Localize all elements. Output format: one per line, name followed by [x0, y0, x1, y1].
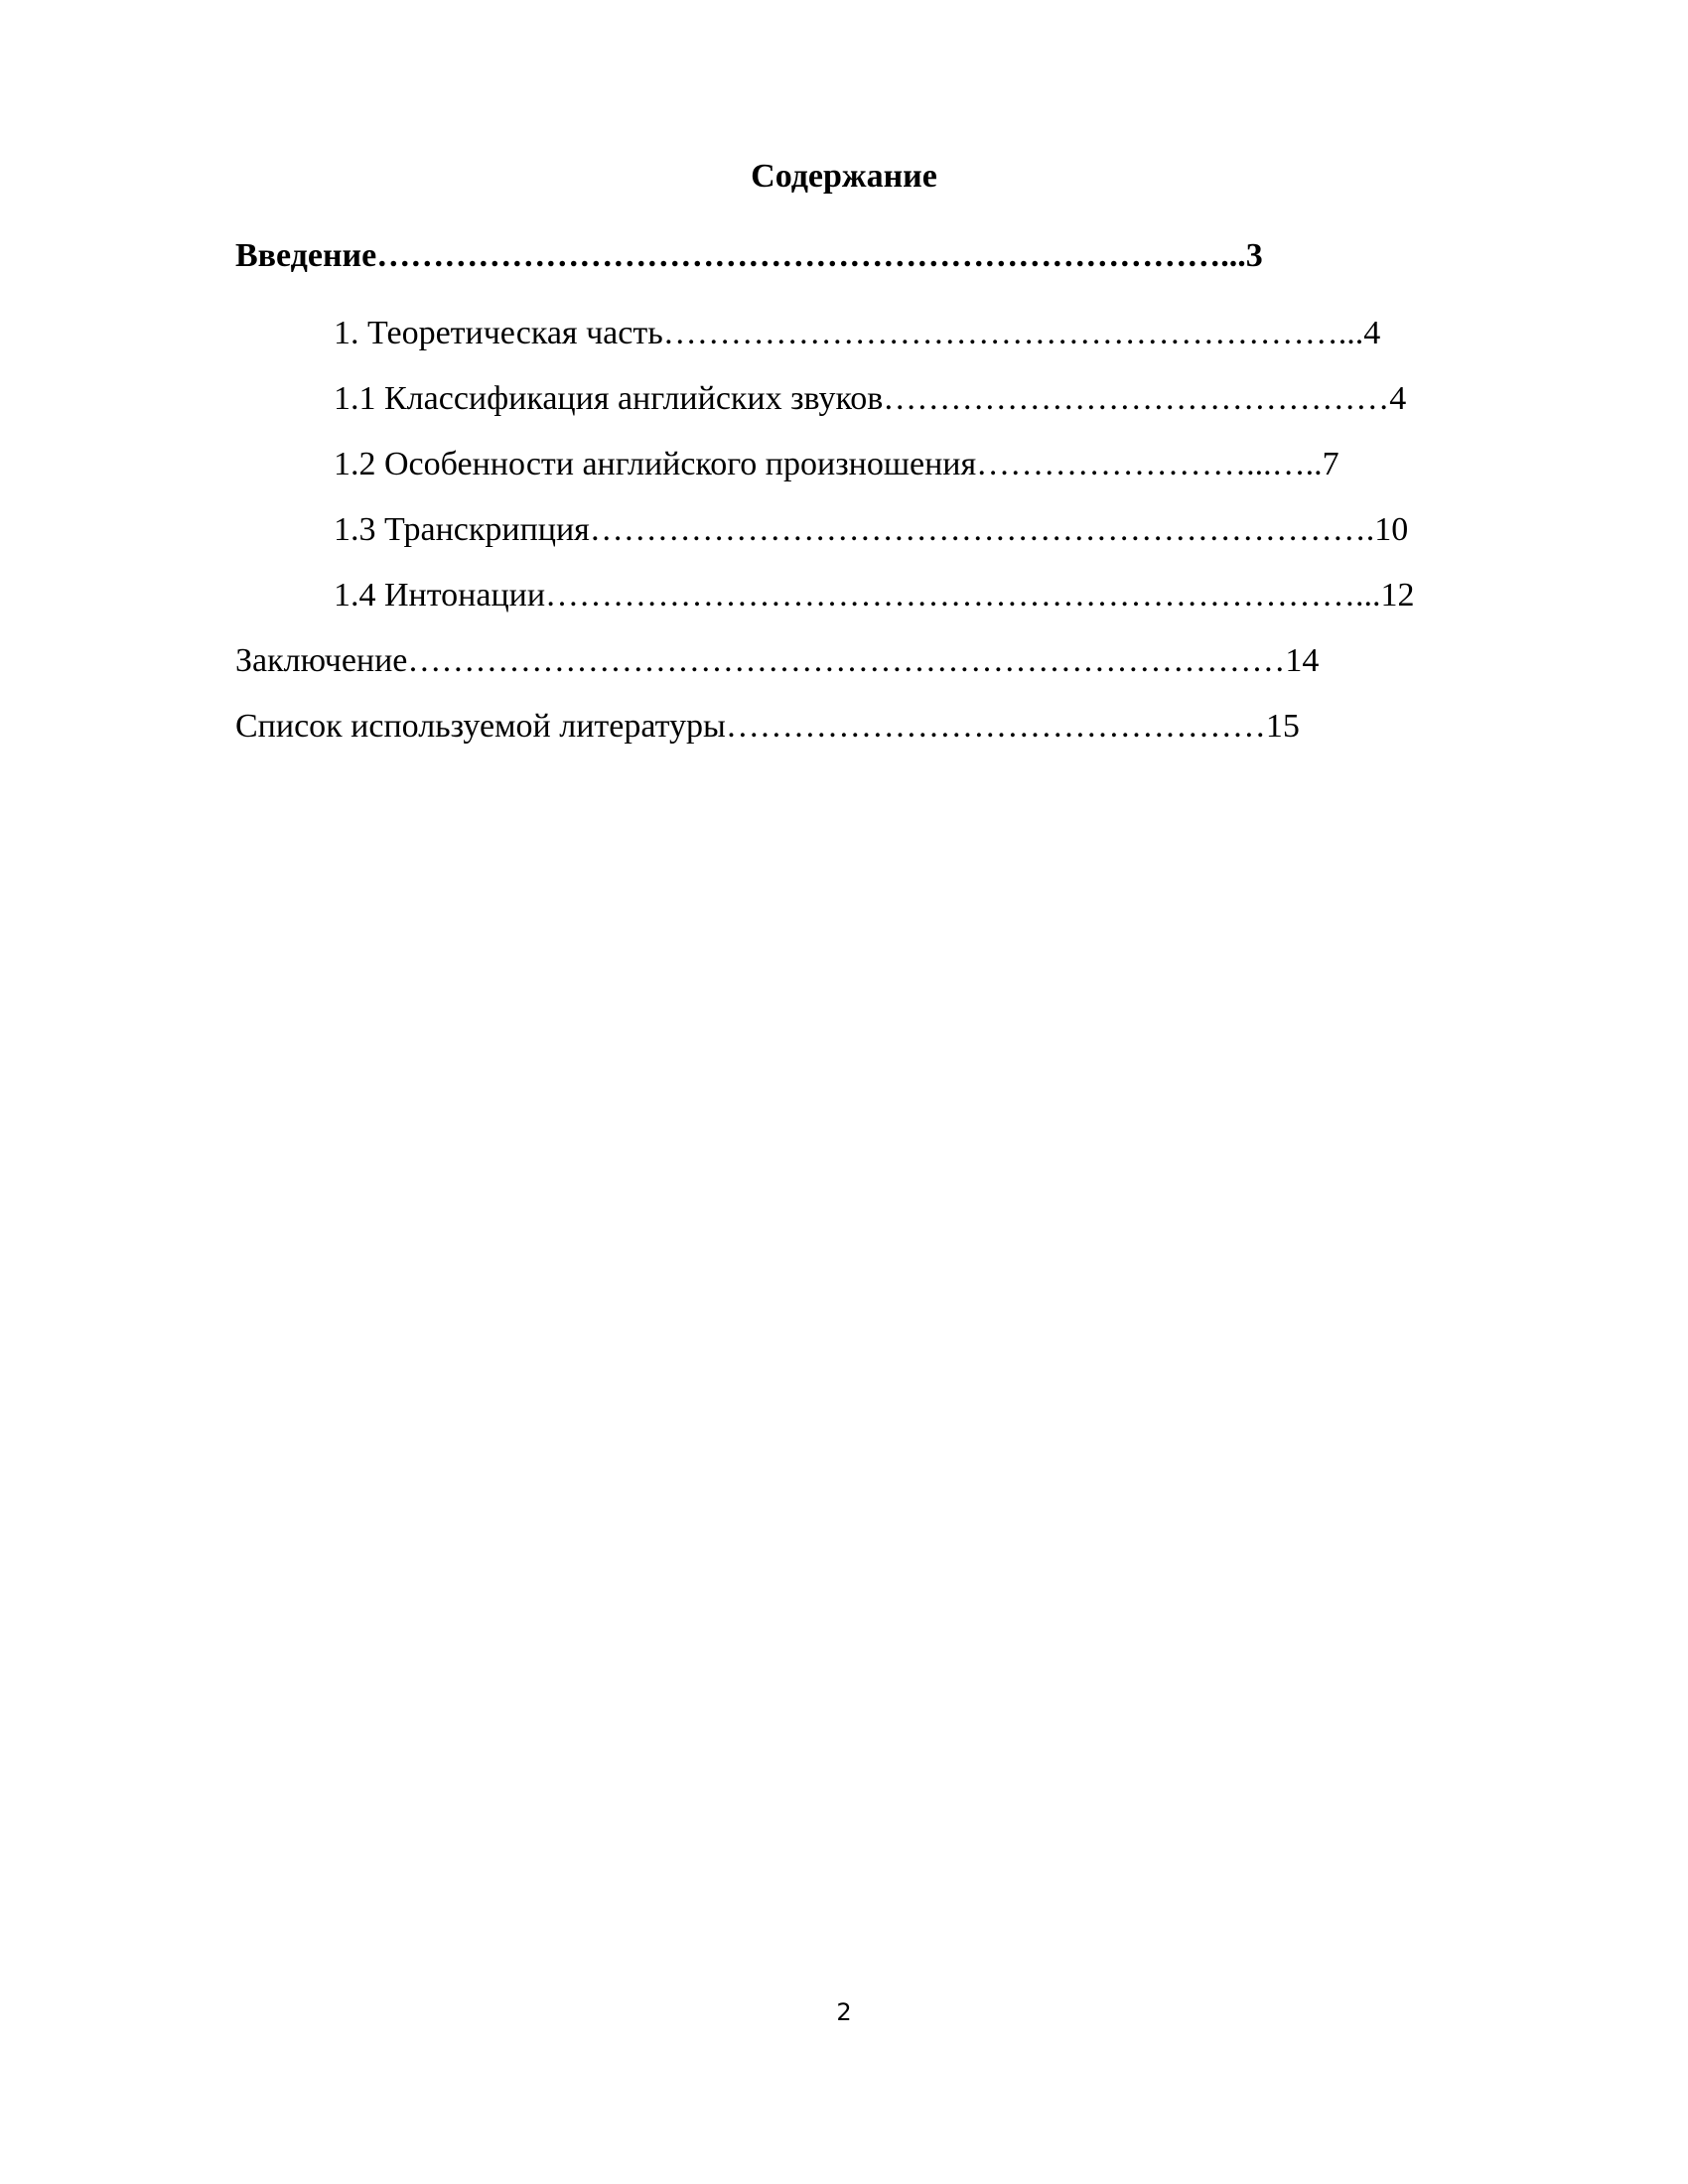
page-title: Содержание — [751, 158, 937, 195]
toc-entry-theoretical-part: 1. Теоретическая часть……………………………………………………...4 — [334, 315, 1381, 351]
toc-entry-intonation: 1.4 Интонации………………………………………………………………...12 — [334, 577, 1415, 614]
toc-entry-introduction: Введение…………………………………………………………………...3 — [235, 237, 1263, 274]
toc-entry-conclusion: Заключение……………………………………………………………………14 — [235, 642, 1320, 679]
toc-entry-bibliography: Список используемой литературы…………………………………………15 — [235, 708, 1300, 745]
page-number: 2 — [836, 1998, 852, 2026]
toc-entry-sound-classification: 1.1 Классификация английских звуков………………………………………4 — [334, 380, 1407, 417]
toc-entry-transcription: 1.3 Транскрипция…………………………………………………………….10 — [334, 511, 1409, 548]
toc-entry-pronunciation-features: 1.2 Особенности английского произношения……………………...…..7 — [334, 446, 1339, 482]
